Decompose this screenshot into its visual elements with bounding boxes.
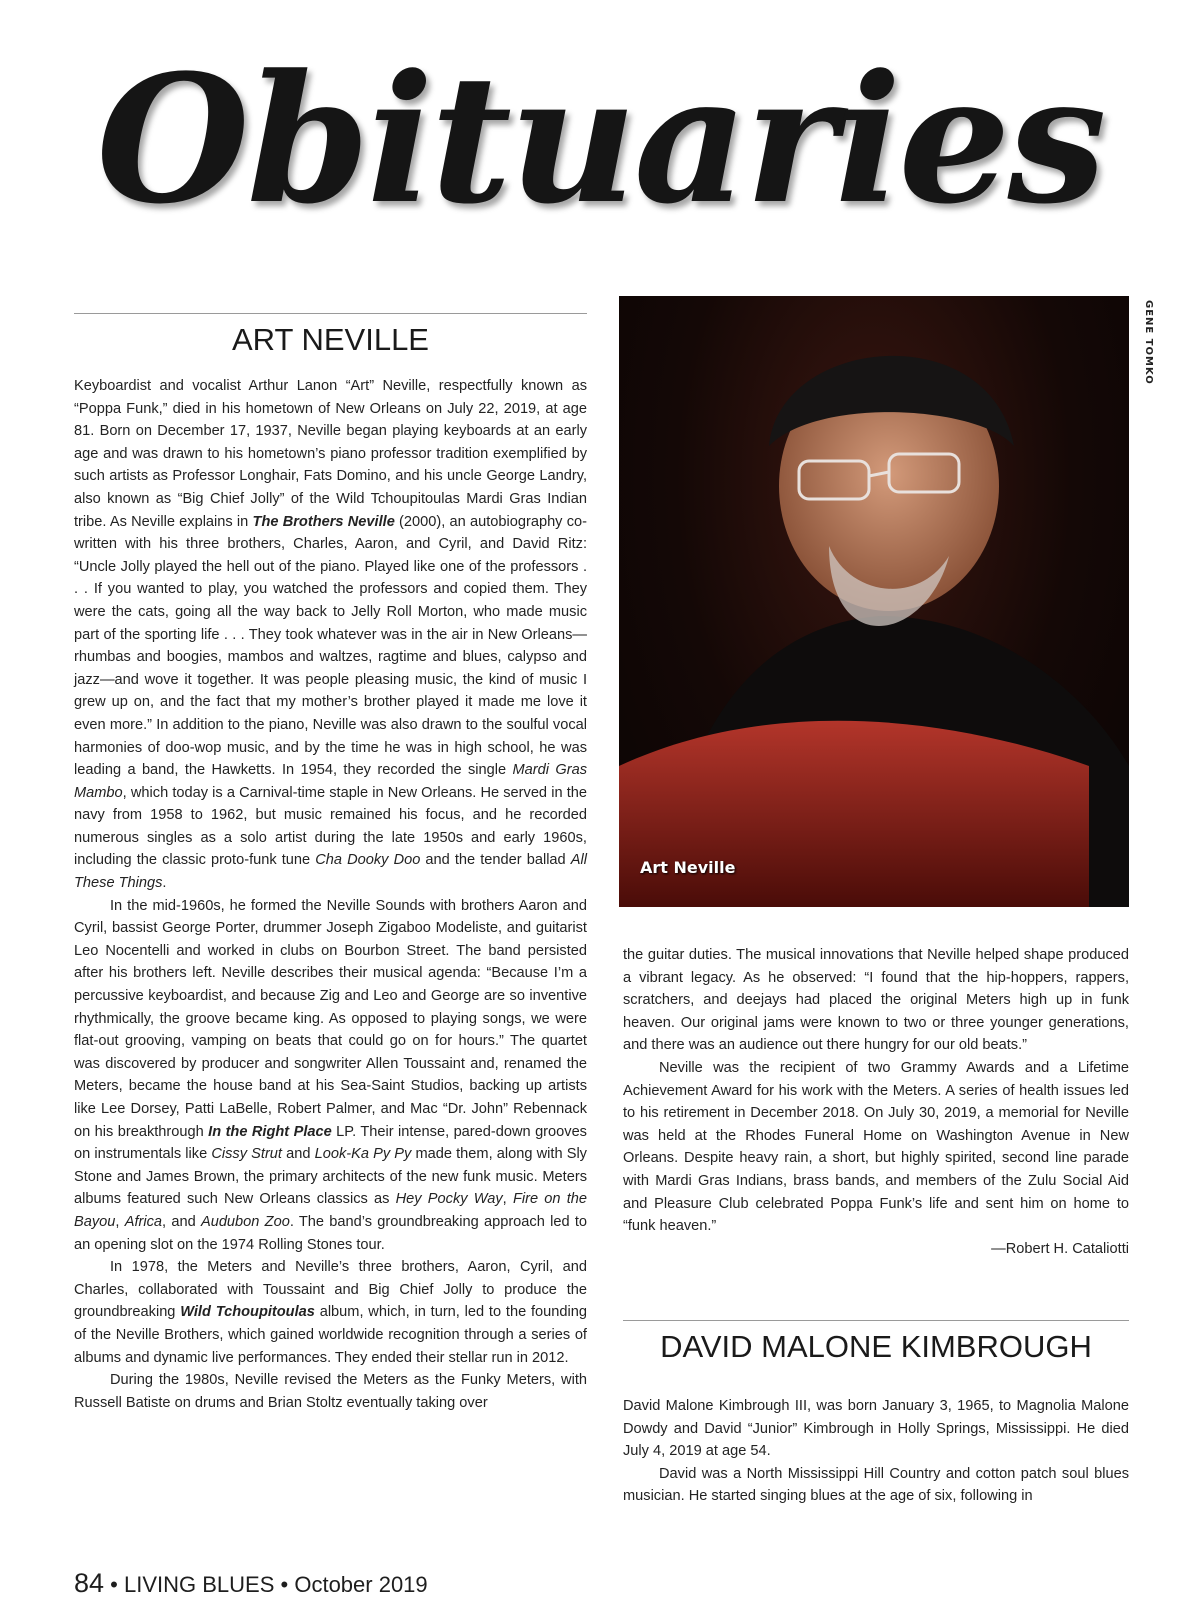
art-neville-heading: ART NEVILLE: [231, 322, 429, 357]
art-neville-photo: [619, 296, 1129, 907]
section-rule: [623, 1320, 1129, 1321]
song-title: Audubon Zoo: [200, 1213, 290, 1230]
page-number: 84: [74, 1568, 105, 1598]
issue-date: October 2019: [294, 1572, 428, 1597]
kimbrough-column: [623, 1395, 1129, 1508]
paragraph: Keyboardist and vocalist Arthur Lanon “Art” Neville, respectfully known as “Poppa Funk,” died in his hometown of New Orleans on July 22, 2019, at age 81. Born on December 17, 1937, Neville began playing keyboards at an early age and was drawn to his hometown’s piano professor tradition exemplified by such artists as Professor Longhair, Fats Domino, and his uncle George Landry, also known as “Big Chief Jolly” of the Wild Tchoupitoulas Mardi Gras Indian tribe. As Neville explains in The Brothers Neville (2000), an autobiography co-written with his three brothers, Charles, Aaron, and Cyril, and David Ritz: “Uncle Jolly played the hell out of the piano. Played like one of the professors . . . If you wanted to play, you watched the professors and copied them. They were the cats, going all the way back to Jelly Roll Morton, who made music part of the sporting life . . . They took whatever was in the air in New Orleans—rhumbas and boogies, mambos and waltzes, ragtime and blues, calypso and jazz—and wove it together. It was people pleasing music, the kind of music I grew up on, and the fact that my mother’s brother played it made me love it even more.” In addition to the piano, Neville was also drawn to the soulful vocal harmonies of doo-wop music, and by the time he was in high school, he was leading a band, the Hawketts. In 1954, they recorded the single Mardi Gras Mambo, which today is a Carnival-time staple in New Orleans. He served in the navy from 1958 to 1962, but music remained his focus, and he recorded numerous singles as a solo artist during the late 1950s and early 1960s, including the classic proto-funk tune Cha Dooky Doo and the tender ballad All These Things.: [74, 378, 588, 892]
art-neville-continuation: [623, 944, 1129, 1260]
portrait-illustration: [619, 296, 1129, 907]
paragraph: David Malone Kimbrough III, was born January 3, 1965, to Magnolia Malone Dowdy and David “Junior” Kimbrough in Holly Springs, Mississippi. He died July 4, 2019 at age 54.: [623, 1398, 1129, 1460]
paragraph: During the 1980s, Neville revised the Meters as the Funky Meters, with Russell Batiste on drums and Brian Stoltz eventually taking over: [74, 1372, 587, 1411]
song-title: All These Things: [74, 852, 587, 892]
song-title: Cha Dooky Doo: [315, 852, 421, 869]
paragraph: Neville was the recipient of two Grammy Awards and a Lifetime Achievement Award for his work with the Meters. A series of health issues led to his retirement in December 2018. On July 30, 2019, a memorial for Neville was held at the Rhodes Funeral Home on Washington Avenue in New Orleans. Despite heavy rain, a short, but highly spirited, second line parade with Mardi Gras Indians, brass bands, and members of the Zulu Social Aid and Pleasure Club celebrated Poppa Funk’s life and sent him on home to “funk heaven.”: [623, 1059, 1129, 1235]
album-title: Wild Tchoupitoulas: [180, 1304, 315, 1321]
book-title: The Brothers Neville: [252, 513, 395, 530]
song-title: Cissy Strut: [211, 1146, 282, 1163]
kimbrough-heading: DAVID MALONE KIMBROUGH: [660, 1329, 1092, 1364]
section-rule: [74, 313, 587, 314]
page-footer: [74, 1568, 428, 1599]
album-title: In the Right Place: [208, 1123, 332, 1140]
song-title: Africa: [124, 1213, 163, 1230]
footer-bullet: •: [280, 1572, 289, 1597]
song-title: Look-Ka Py Py: [314, 1146, 412, 1163]
publication-name: LIVING BLUES: [124, 1572, 275, 1597]
song-title: Hey Pocky Way: [395, 1191, 503, 1208]
photo-credit: GENE TOMKO: [1143, 300, 1154, 385]
page-title: Obituaries: [96, 36, 1104, 243]
song-title: Fire on the Bayou: [74, 1191, 587, 1230]
song-title: Mardi Gras Mambo: [74, 762, 588, 801]
paragraph: the guitar duties. The musical innovations that Neville helped shape produced a vibrant legacy. As he observed: “I found that the hip-hoppers, rappers, scratchers, and deejays had placed the original Meters high up in funk heaven. Our original jams were known to two or three younger generations, and there was an audience out there hungry for our old beats.”: [623, 947, 1129, 1054]
author-signoff: —Robert H. Cataliotti: [991, 1240, 1129, 1257]
paragraph: In the mid-1960s, he formed the Neville Sounds with brothers Aaron and Cyril, bassist George Porter, drummer Joseph Zigaboo Modeliste, and guitarist Leo Nocentelli and worked in clubs on Bourbon Street. The band persisted after his brothers left. Neville describes their musical agenda: “Because I’m a percussive keyboardist, and because Zig and Leo and George are so inventive rhythmically, the groove became king. As opposed to playing songs, we were flat-out grooving, vamping on beats that could go on for hours.” The quartet was discovered by producer and songwriter Allen Toussaint and, renamed the Meters, became the house band at his Sea-Saint Studios, backing up artists like Lee Dorsey, Patti LaBelle, Robert Palmer, and Mac “Dr. John” Rebennack on his breakthrough In the Right Place LP. Their intense, pared-down grooves on instrumentals like Cissy Strut and Look-Ka Py Py made them, along with Sly Stone and James Brown, the primary architects of the new funk music. Meters albums featured such New Orleans classics as Hey Pocky Way, Fire on the Bayou, Africa, and Audubon Zoo. The band’s groundbreaking approach led to an opening slot on the 1974 Rolling Stones tour.: [74, 897, 587, 1253]
art-neville-column: [74, 375, 587, 1414]
photo-caption: Art Neville: [640, 858, 736, 877]
paragraph: In 1978, the Meters and Neville’s three brothers, Aaron, Cyril, and Charles, collaborated with Toussaint and Big Chief Jolly to produce the groundbreaking Wild Tchoupitoulas album, which, in turn, led to the founding of the Neville Brothers, which gained worldwide recognition through a series of albums and dynamic live performances. They ended their stellar run in 2012.: [74, 1259, 587, 1366]
paragraph: David was a North Mississippi Hill Country and cotton patch soul blues musician. He started singing blues at the age of six, following in: [623, 1465, 1129, 1505]
footer-bullet: •: [110, 1572, 118, 1597]
